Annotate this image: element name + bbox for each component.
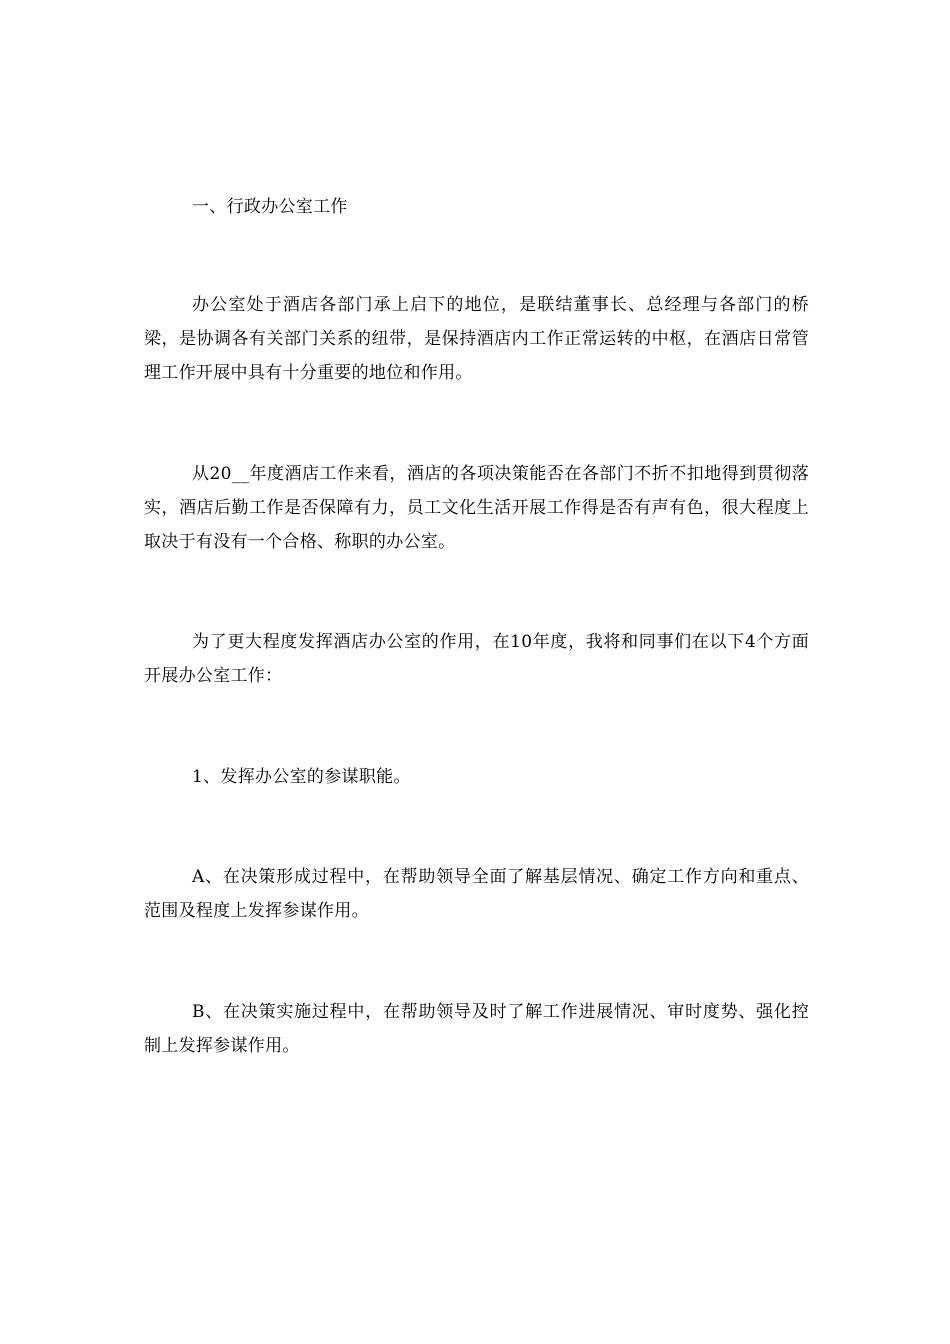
document-body bbox=[144, 190, 809, 1063]
paragraph-item-b: B、在决策实施过程中，在帮助领导及时了解工作进展情况、审时度势、强化控制上发挥参谋作用。 bbox=[144, 1002, 809, 1056]
paragraph-item-a: A、在决策形成过程中，在帮助领导全面了解基层情况、确定工作方向和重点、范围及程度上发挥参谋作用。 bbox=[144, 867, 809, 921]
paragraph-item-1: 1、发挥办公室的参谋职能。 bbox=[192, 767, 411, 787]
section-heading: 一、行政办公室工作 bbox=[192, 197, 348, 217]
paragraph-plan-intro: 为了更大程度发挥酒店办公室的作用，在10年度，我将和同事们在以下4个方面开展办公室工作： bbox=[144, 632, 809, 686]
paragraph-annual-review: 从20__年度酒店工作来看，酒店的各项决策能否在各部门不折不扣地得到贯彻落实，酒店后勤工作是否保障有力，员工文化生活开展工作得是否有声有色，很大程度上取决于有没有一个合格、称职的办公室。 bbox=[144, 464, 809, 552]
paragraph-office-role: 办公室处于酒店各部门承上启下的地位，是联结董事长、总经理与各部门的桥梁，是协调各有关部门关系的纽带，是保持酒店内工作正常运转的中枢，在酒店日常管理工作开展中具有十分重要的地位和作用。 bbox=[144, 295, 809, 383]
